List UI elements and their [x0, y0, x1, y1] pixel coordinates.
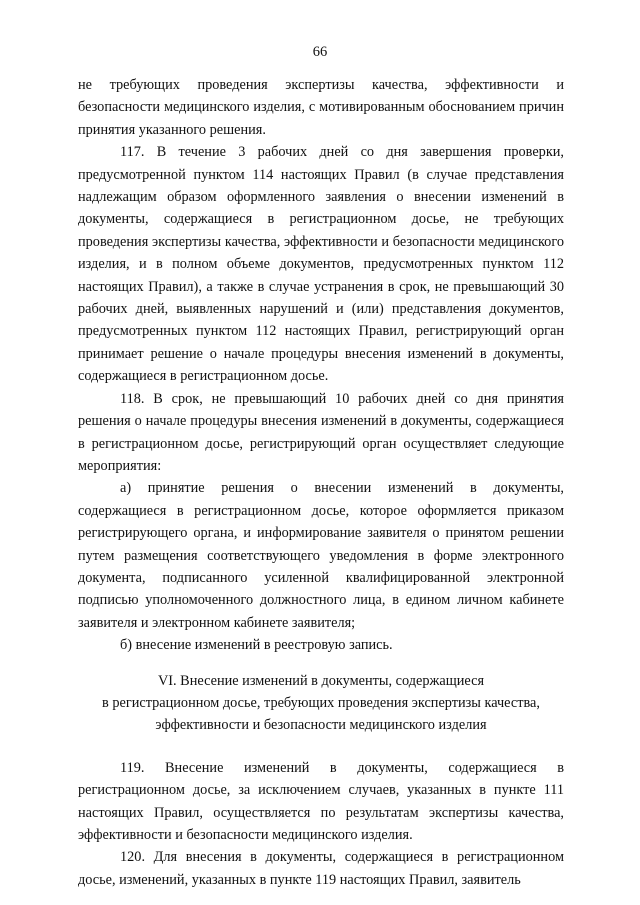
section-heading-line-3: эффективности и безопасности медицинского изделия — [155, 717, 487, 734]
paragraph-continuation: не требующих проведения экспертизы качества, эффективности и безопасности медицинского изделия, с мотивированным обоснованием причин принятия указанного решения. — [78, 77, 564, 138]
paragraph-117: 117. В течение 3 рабочих дней со дня завершения проверки, предусмотренной пунктом 114 настоящих Правил (в случае представления надлежащим образом оформленного заявления о внесении изменений в документы, содержащиеся в регистрационном досье, не требующих проведения экспертизы качества, эффективности и безопасности медицинского изделия, и в полном объеме документов, предусмотренных пунктом 112 настоящих Правил), а также в случае устранения в срок, не превышающий 30 рабочих дней, выявленных нарушений и (или) представления документов, предусмотренных пунктом 112 настоящих Правил, регистрирующий орган принимает решение о начале процедуры внесения изменений в документы, содержащиеся в регистрационном досье. — [78, 144, 564, 385]
paragraph-120: 120. Для внесения в документы, содержащиеся в регистрационном досье, изменений, указанных в пункте 119 настоящих Правил, заявитель — [78, 849, 564, 888]
page-number: 66 — [312, 44, 328, 60]
paragraph-118-item-a: а) принятие решения о внесении изменений в документы, содержащиеся в регистрационном досье, которое оформляется приказом регистрирующего органа, и информирование заявителя о принятом решении путем размещения соответствующего уведомления в форме электронного документа, подписанного усиленной квалифицированной электронной подписью уполномоченного должностного лица, в едином личном кабинете заявителя и электронном кабинете заявителя; — [78, 480, 564, 631]
section-heading-line-1: VI. Внесение изменений в документы, содержащиеся — [157, 672, 485, 689]
section-heading — [78, 670, 564, 737]
paragraph-118: 118. В срок, не превышающий 10 рабочих дней со дня принятия решения о начале процедуры внесения изменений в документы, содержащиеся в регистрационном досье, регистрирующий орган осуществляет следующие мероприятия: — [78, 390, 564, 474]
paragraph-119: 119. Внесение изменений в документы, содержащиеся в регистрационном досье, за исключением случаев, указанных в пункте 111 настоящих Правил, осуществляется по результатам экспертизы качества, эффективности и безопасности медицинского изделия. — [78, 759, 564, 843]
section-heading-line-2: в регистрационном досье, требующих проведения экспертизы качества, — [102, 694, 540, 711]
document-body — [78, 74, 564, 891]
paragraph-118-item-b: б) внесение изменений в реестровую запись. — [120, 637, 393, 654]
